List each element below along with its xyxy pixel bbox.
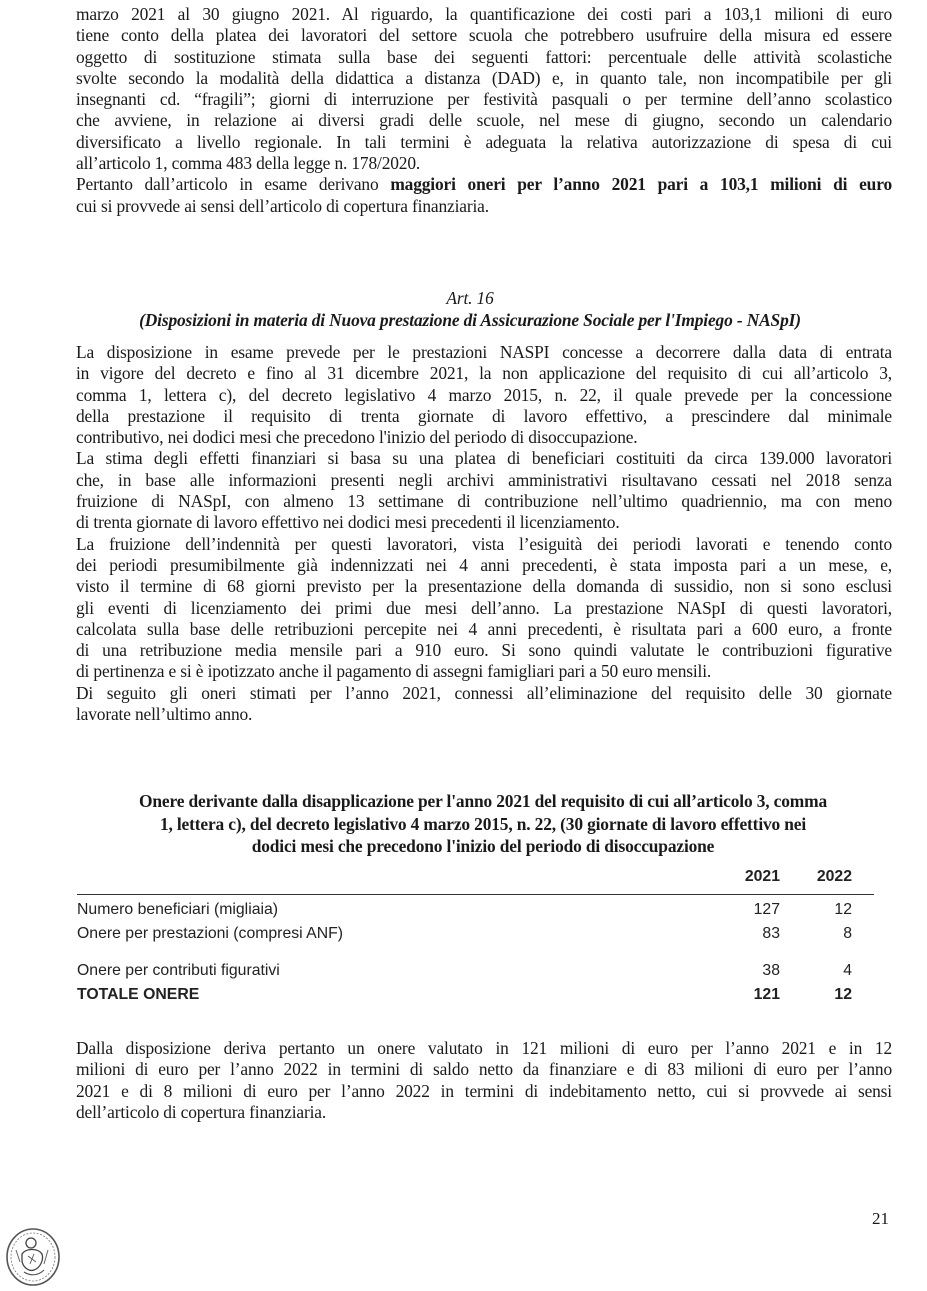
caption-line: 1, lettera c), del decreto legislativo 4 marzo 2015, n. 22, (30 giornate di lavoro effettivo nei bbox=[159, 813, 807, 834]
row-label: Onere per contributi figurativi bbox=[77, 962, 280, 979]
text-line: dei periodi presumibilmente già indennizzati nei 4 anni precedenti, è stata imposta pari a un mese, e, bbox=[76, 554, 892, 575]
text-line: milioni di euro per l’anno 2022 in termini di saldo netto da finanziare e di 83 milioni di euro per l’anno bbox=[76, 1059, 892, 1080]
table-row bbox=[77, 901, 874, 921]
text-line: di trenta giornate di lavoro effettivo nei dodici mesi precedenti il licenziamento. bbox=[76, 512, 620, 533]
value-2022: 8 bbox=[843, 925, 852, 942]
text-line: Dalla disposizione deriva pertanto un onere valutato in 121 milioni di euro per l’anno 2021 e in 12 bbox=[76, 1038, 892, 1058]
value-2021: 127 bbox=[753, 901, 780, 918]
closing-paragraph bbox=[76, 1038, 892, 1123]
page-number: 21 bbox=[872, 1209, 889, 1228]
text-line: tiene conto della platea dei lavoratori del settore scuola che potrebbero usufruire della misura ed essere bbox=[76, 25, 892, 46]
table-caption bbox=[62, 790, 904, 858]
intro-paragraph bbox=[76, 4, 892, 217]
table-row bbox=[77, 925, 874, 945]
value-2021: 38 bbox=[762, 962, 780, 979]
value-2021: 121 bbox=[753, 986, 780, 1003]
text-line: cui si provvede ai sensi dell’articolo di copertura finanziaria. bbox=[76, 195, 489, 216]
text-line: gli eventi di licenziamento dei primi due mesi dell’anno. La prestazione NASpI di questi lavoratori, bbox=[76, 597, 892, 618]
value-2022: 12 bbox=[834, 986, 852, 1003]
text-line: La fruizione dell’indennità per questi lavoratori, vista l’esiguità dei periodi lavorati e tenendo conto bbox=[76, 533, 892, 554]
row-label: Onere per prestazioni (compresi ANF) bbox=[77, 925, 344, 942]
table-row bbox=[77, 962, 874, 982]
value-2022: 12 bbox=[834, 901, 852, 918]
conclusion-line bbox=[76, 174, 892, 195]
text-line: diversificato a livello regionale. In tali termini è adeguata la relativa autorizzazione di spesa di cui bbox=[76, 131, 892, 152]
value-2021: 83 bbox=[762, 925, 780, 942]
text-line: visto il termine di 68 giorni previsto per la presentazione della domanda di sussidio, non si sono esclusi bbox=[76, 576, 892, 597]
text-line: che avviene, in relazione ai diversi gradi delle scuole, nel mese di giugno, secondo un calendario bbox=[76, 110, 892, 131]
table-header-rule bbox=[77, 894, 874, 895]
text-line: della prestazione il requisito di trenta giornate di lavoro effettivo, a prescindere dal minimale bbox=[76, 405, 892, 426]
text-line: marzo 2021 al 30 giugno 2021. Al riguardo, la quantificazione dei costi pari a 103,1 milioni di euro bbox=[76, 4, 892, 24]
text-line: in vigore del decreto e fino al 31 dicembre 2021, la non applicazione del requisito di cui all’articolo 3, bbox=[76, 363, 892, 384]
seal-stamp-icon bbox=[4, 1226, 62, 1288]
article-number: Art. 16 bbox=[446, 288, 494, 308]
column-header-2022: 2022 bbox=[816, 868, 852, 885]
text-line: oggetto di sostituzione stimata sulla base dei seguenti fattori: percentuale delle attività scolastiche bbox=[76, 46, 892, 67]
text-line: lavorate nell’ultimo anno. bbox=[76, 704, 253, 725]
text-line: La disposizione in esame prevede per le prestazioni NASPI concesse a decorrere dalla data di entrata bbox=[76, 342, 892, 362]
caption-line: Onere derivante dalla disapplicazione per l'anno 2021 del requisito di cui all’articolo 3, comma bbox=[139, 791, 827, 811]
text-line: che, in base alle informazioni presenti negli archivi amministrativi risultavano cessati nel 2018 senza bbox=[76, 469, 892, 490]
column-header-2021: 2021 bbox=[744, 868, 780, 885]
text-line: fruizione di NASpI, con almeno 13 settimane di contribuzione nell’ultimo quadriennio, ma con meno bbox=[76, 491, 892, 512]
caption-line: dodici mesi che precedono l'inizio del periodo di disoccupazione bbox=[251, 836, 715, 856]
text-line: di pertinenza e si è ipotizzato anche il pagamento di assegni famigliari pari a 50 euro mensili. bbox=[76, 661, 712, 682]
text-line: all’articolo 1, comma 483 della legge n. 178/2020. bbox=[76, 153, 421, 174]
cost-table bbox=[77, 868, 874, 1018]
row-label: TOTALE ONERE bbox=[77, 986, 200, 1003]
text-line: contributivo, nei dodici mesi che precedono l'inizio del periodo di disoccupazione. bbox=[76, 427, 638, 448]
text-line: Di seguito gli oneri stimati per l’anno 2021, connessi all’eliminazione del requisito delle 30 giornate bbox=[76, 682, 892, 703]
text-line: insegnanti cd. “fragili”; giorni di interruzione per festività pasquali o per termine dell’anno scolastico bbox=[76, 89, 892, 110]
conclusion-bold: maggiori oneri per l’anno 2021 pari a 103,1 milioni di euro bbox=[390, 174, 892, 195]
text-line: calcolata sulla base delle retribuzioni percepite nei 4 anni precedenti, è risultata pari a 600 euro, a fronte bbox=[76, 618, 892, 639]
conclusion-prefix: Pertanto dall’articolo in esame derivano bbox=[76, 174, 391, 195]
table-header-row bbox=[77, 868, 874, 888]
text-line: comma 1, lettera c), del decreto legislativo 4 marzo 2015, n. 22, il quale prevede per la concessione bbox=[76, 384, 892, 405]
text-line: svolte secondo la modalità della didattica a distanza (DAD) e, in quanto tale, non incompatibile per gli bbox=[76, 67, 892, 88]
row-label: Numero beneficiari (migliaia) bbox=[77, 901, 279, 918]
article-body bbox=[76, 342, 892, 725]
text-line: di una retribuzione media mensile pari a 910 euro. Si sono quindi valutate le contribuzioni figurative bbox=[76, 640, 892, 661]
article-heading: (Disposizioni in materia di Nuova prestazione di Assicurazione Sociale per l'Impiego - NASpI) bbox=[139, 310, 801, 330]
text-line: 2021 e di 8 milioni di euro per l’anno 2022 in termini di indebitamento netto, cui si provvede ai sensi bbox=[76, 1080, 892, 1101]
text-line: La stima degli effetti finanziari si basa su una platea di beneficiari costituiti da circa 139.000 lavoratori bbox=[76, 448, 892, 469]
text-line: dell’articolo di copertura finanziaria. bbox=[76, 1101, 327, 1122]
value-2022: 4 bbox=[843, 962, 852, 979]
table-total-row bbox=[77, 986, 874, 1006]
